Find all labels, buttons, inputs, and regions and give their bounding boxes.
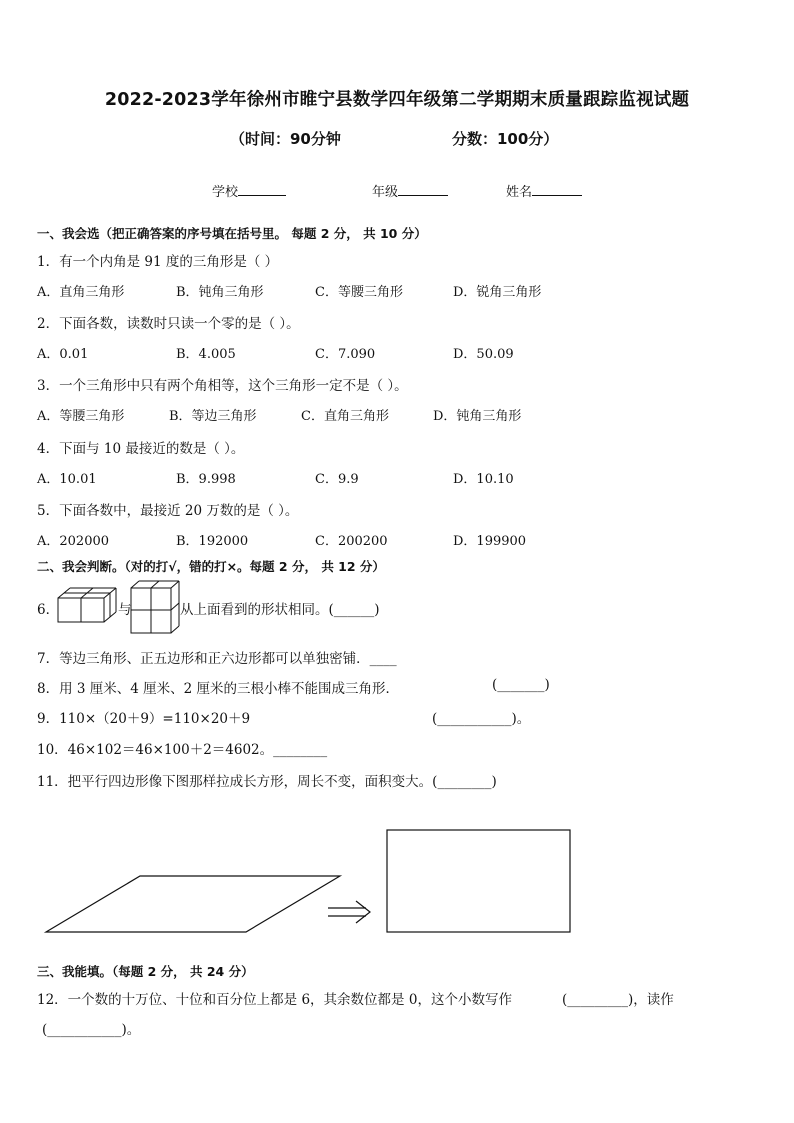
q2-option-c[interactable]: C．7.090 — [315, 347, 376, 362]
question-9: 9．110×（20＋9）=110×20＋9 — [37, 711, 251, 727]
q4-option-a[interactable]: A．10.01 — [37, 472, 97, 487]
name-field[interactable] — [506, 181, 582, 200]
q12-answer-blank-2[interactable]: (___________)。 — [42, 1022, 141, 1038]
q5-option-d[interactable]: D．199900 — [453, 534, 527, 549]
grade-blank[interactable] — [398, 183, 448, 196]
question-8: 8．用 3 厘米、4 厘米、2 厘米的三根小棒不能围成三角形． — [37, 681, 400, 697]
q6-cube-figure-right — [130, 580, 180, 634]
q11-figure — [40, 826, 580, 938]
q6-cube-figure-left — [57, 586, 117, 626]
q3-option-a[interactable]: A．等腰三角形 — [37, 409, 125, 424]
section-3-heading: 三、我能填。（每题 2 分， 共 24 分） — [37, 964, 254, 979]
q4-option-d[interactable]: D．10.10 — [453, 472, 514, 487]
q1-option-c[interactable]: C．等腰三角形 — [315, 285, 403, 300]
q3-option-b[interactable]: B．等边三角形 — [169, 409, 257, 424]
q5-option-c[interactable]: C．200200 — [315, 534, 388, 549]
q5-option-b[interactable]: B．192000 — [176, 534, 249, 549]
section-1-heading: 一、我会选（把正确答案的序号填在括号里。 每题 2 分， 共 10 分） — [37, 226, 427, 241]
q9-answer-blank[interactable]: (___________)。 — [432, 711, 531, 727]
question-11: 11．把平行四边形像下图那样拉成长方形，周长不变，面积变大。(________) — [37, 774, 497, 790]
question-10: 10．46×102＝46×100＋2＝4602。________ — [37, 742, 328, 758]
q1-option-d[interactable]: D．锐角三角形 — [453, 285, 542, 300]
question-3: 3．一个三角形中只有两个角相等，这个三角形一定不是（ ）。 — [37, 378, 408, 394]
rectangle-shape — [387, 830, 570, 932]
page-title: 2022-2023学年徐州市睢宁县数学四年级第二学期期末质量跟踪监视试题 — [104, 90, 690, 110]
parallelogram-shape — [46, 876, 340, 932]
school-label: 学校 — [212, 185, 239, 200]
name-blank[interactable] — [532, 183, 582, 196]
question-2: 2．下面各数，读数时只读一个零的是（ ）。 — [37, 316, 300, 332]
exam-time: （时间：90分钟 — [230, 130, 341, 148]
question-5: 5．下面各数中，最接近 20 万数的是（ ）。 — [37, 503, 299, 519]
question-1: 1．有一个内角是 91 度的三角形是（ ） — [37, 254, 279, 270]
grade-field[interactable] — [372, 181, 448, 200]
arrow-head — [356, 901, 370, 923]
grade-label: 年级 — [372, 185, 399, 200]
name-label: 姓名 — [506, 185, 533, 200]
school-blank[interactable] — [238, 183, 286, 196]
q2-option-d[interactable]: D．50.09 — [453, 347, 514, 362]
question-12: 12．一个数的十万位、十位和百分位上都是 6，其余数位都是 0，这个小数写作 — [37, 992, 512, 1008]
q1-option-a[interactable]: A．直角三角形 — [37, 285, 125, 300]
question-6-number: 6． — [37, 602, 60, 618]
question-6-connector: 与 — [118, 602, 132, 618]
q2-option-b[interactable]: B．4.005 — [176, 347, 236, 362]
exam-score: 分数：100分） — [452, 130, 559, 148]
q2-option-a[interactable]: A．0.01 — [37, 347, 89, 362]
q4-option-b[interactable]: B．9.998 — [176, 472, 236, 487]
question-6-text: 从上面看到的形状相同。(______) — [180, 602, 380, 618]
q3-option-c[interactable]: C．直角三角形 — [301, 409, 389, 424]
question-7: 7．等边三角形、正五边形和正六边形都可以单独密铺．____ — [37, 651, 397, 667]
q12-answer-blank-1[interactable]: (_________)，读作 — [562, 992, 674, 1008]
q4-option-c[interactable]: C．9.9 — [315, 472, 359, 487]
section-2-heading: 二、我会判断。（对的打√，错的打×。每题 2 分， 共 12 分） — [37, 559, 385, 574]
q8-answer-blank[interactable]: (_______) — [492, 677, 550, 693]
q5-option-a[interactable]: A．202000 — [37, 534, 110, 549]
question-4: 4．下面与 10 最接近的数是（ ）。 — [37, 441, 245, 457]
school-field[interactable] — [212, 181, 286, 200]
q3-option-d[interactable]: D．钝角三角形 — [433, 409, 522, 424]
q1-option-b[interactable]: B．钝角三角形 — [176, 285, 264, 300]
